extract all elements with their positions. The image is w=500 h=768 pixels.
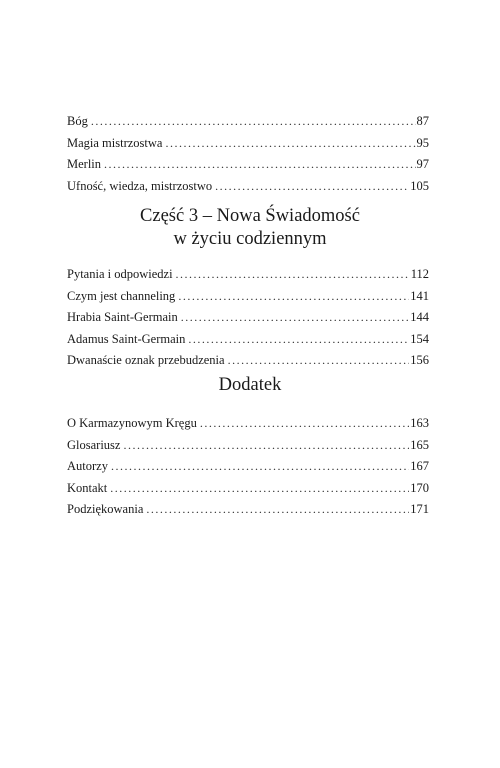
dot-leader bbox=[176, 264, 410, 286]
dot-leader bbox=[91, 111, 416, 133]
dot-leader bbox=[228, 350, 410, 372]
toc-entry-title: Pytania i odpowiedzi bbox=[67, 264, 176, 286]
toc-entry-title: Kontakt bbox=[67, 478, 110, 500]
toc-entry-page: 105 bbox=[409, 176, 429, 198]
toc-entry-page: 163 bbox=[409, 413, 429, 435]
toc-entry-page: 97 bbox=[416, 154, 430, 176]
dot-leader bbox=[111, 456, 409, 478]
dot-leader bbox=[181, 307, 410, 329]
toc-entry-title: Merlin bbox=[67, 154, 104, 176]
toc-entry-title: Autorzy bbox=[67, 456, 111, 478]
toc-entry-page: 144 bbox=[409, 307, 429, 329]
toc-entry bbox=[67, 286, 429, 308]
part-heading-line-1: Część 3 – Nowa Świadomość bbox=[140, 206, 360, 226]
dot-leader bbox=[178, 286, 409, 308]
toc-entry-title: Magia mistrzostwa bbox=[67, 133, 165, 155]
part-heading-line-2: w życiu codziennym bbox=[173, 229, 327, 249]
dot-leader bbox=[110, 478, 409, 500]
toc-entry-title: Glosariusz bbox=[67, 435, 123, 457]
toc-list-part-3 bbox=[67, 264, 429, 372]
toc-entry-page: 165 bbox=[409, 435, 429, 457]
toc-entry-page: 154 bbox=[409, 329, 429, 351]
toc-entry-title: Hrabia Saint-Germain bbox=[67, 307, 181, 329]
toc-entry bbox=[67, 413, 429, 435]
toc-entry bbox=[67, 154, 429, 176]
toc-entry bbox=[67, 499, 429, 521]
toc-entry-page: 167 bbox=[409, 456, 429, 478]
toc-entry-title: Podziękowania bbox=[67, 499, 146, 521]
dot-leader bbox=[165, 133, 415, 155]
dot-leader bbox=[123, 435, 409, 457]
toc-entry-title: Bóg bbox=[67, 111, 91, 133]
toc-entry bbox=[67, 307, 429, 329]
toc-entry bbox=[67, 478, 429, 500]
toc-entry-page: 171 bbox=[409, 499, 429, 521]
toc-entry bbox=[67, 176, 429, 198]
appendix-heading: Dodatek bbox=[218, 375, 282, 395]
toc-entry-page: 112 bbox=[410, 264, 429, 286]
toc-entry-title: Czym jest channeling bbox=[67, 286, 178, 308]
toc-entry-page: 141 bbox=[409, 286, 429, 308]
toc-entry-page: 95 bbox=[416, 133, 430, 155]
toc-list-appendix bbox=[67, 413, 429, 521]
toc-entry bbox=[67, 435, 429, 457]
toc-entry-title: Dwanaście oznak przebudzenia bbox=[67, 350, 228, 372]
toc-entry bbox=[67, 456, 429, 478]
dot-leader bbox=[215, 176, 409, 198]
toc-entry-page: 170 bbox=[409, 478, 429, 500]
dot-leader bbox=[188, 329, 409, 351]
toc-entry bbox=[67, 111, 429, 133]
dot-leader bbox=[146, 499, 409, 521]
toc-entry bbox=[67, 264, 429, 286]
toc-entry-title: Ufność, wiedza, mistrzostwo bbox=[67, 176, 215, 198]
toc-entry bbox=[67, 133, 429, 155]
toc-list-chapter-end bbox=[67, 111, 429, 197]
toc-entry bbox=[67, 350, 429, 372]
toc-entry-title: O Karmazynowym Kręgu bbox=[67, 413, 200, 435]
toc-entry bbox=[67, 329, 429, 351]
dot-leader bbox=[104, 154, 415, 176]
toc-entry-title: Adamus Saint-Germain bbox=[67, 329, 188, 351]
dot-leader bbox=[200, 413, 409, 435]
toc-entry-page: 156 bbox=[409, 350, 429, 372]
toc-entry-page: 87 bbox=[416, 111, 430, 133]
